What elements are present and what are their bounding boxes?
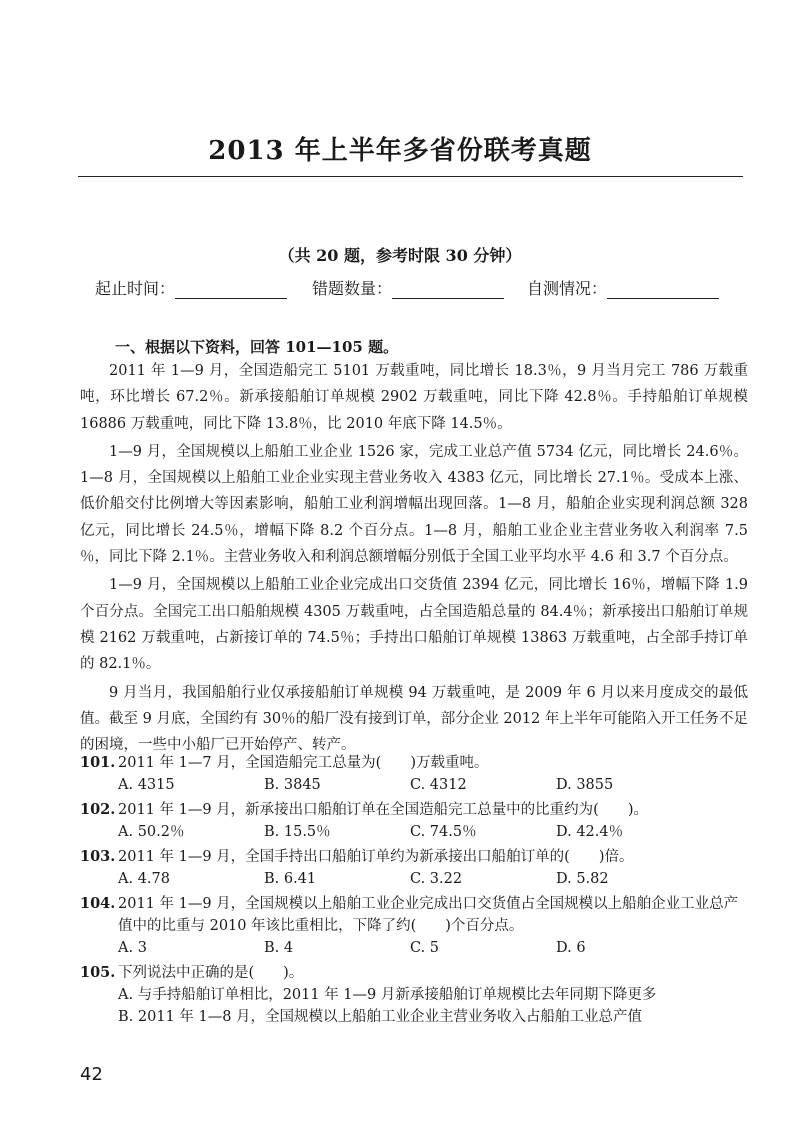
option-a: A. 3	[118, 940, 147, 956]
question-number: 105.	[80, 964, 116, 981]
option-a: A. 50.2％	[118, 824, 185, 840]
question-stem: 2011 年 1—9 月，全国规模以上船舶工业企业完成出口交货值占全国规模以上船舶企业工业总产值中的比重与 2010 年该比重相比，下降了约( )个百分点。	[118, 896, 739, 934]
section-heading: 一、根据以下资料，回答 101—105 题。	[115, 338, 399, 356]
question-stem: 2011 年 1—9 月，新承接出口船舶订单在全国造船完工总量中的比重约为( )。	[118, 802, 648, 818]
answer-options	[80, 868, 748, 890]
option-c: C. 3.22	[410, 871, 463, 887]
option-d: D. 3855	[556, 777, 614, 793]
answer-options	[80, 937, 748, 959]
blank-label: 自测情况：	[527, 279, 608, 298]
passage-paragraph: 9 月当月，我国船舶行业仅承接船舶订单规模 94 万载重吨，是 2009 年 6 月以来月度成交的最低值。截至 9 月底，全国约有 30％的船厂没有接到订单，部分企业 2012 年上半年可能陷入开工任务不足的困境，一些中小船厂已开始停产、转产。	[80, 684, 748, 754]
start-end-time-field	[95, 276, 287, 299]
question-101	[80, 752, 748, 796]
answer-options	[80, 984, 748, 1028]
exam-subtitle: （共 20 题，参考时限 30 分钟）	[278, 246, 522, 265]
question-number: 103.	[80, 848, 116, 865]
blank-line	[392, 280, 504, 299]
data-passage	[80, 358, 748, 760]
question-104	[80, 893, 748, 959]
blank-label: 起止时间：	[95, 279, 176, 298]
blank-line	[175, 280, 287, 299]
option-d: D. 5.82	[556, 871, 609, 887]
option-b: B. 2011 年 1—8 月，全国规模以上船舶工业企业主营业务收入占船舶工业总产值	[118, 1009, 643, 1025]
option-c: C. 5	[410, 940, 440, 956]
option-d: D. 42.4％	[556, 824, 624, 840]
blank-line	[607, 280, 719, 299]
title-rule	[78, 176, 743, 177]
wrong-count-field	[312, 276, 504, 299]
option-b: B. 6.41	[264, 871, 317, 887]
passage-paragraph: 2011 年 1—9 月，全国造船完工 5101 万载重吨，同比增长 18.3％，9 月当月完工 786 万载重吨，环比增长 67.2％。新承接船舶订单规模 2902 万载重吨，同比下降 42.8％。手持船舶订单规模 16886 万载重吨，同比下降 13.8％，比 2010 年底下降 14.5％。	[80, 363, 748, 432]
question-102	[80, 799, 748, 843]
question-stem: 2011 年 1—9 月，全国手持出口船舶订单约为新承接出口船舶订单的( )倍。	[118, 849, 634, 865]
answer-options	[80, 774, 748, 796]
option-b: B. 4	[264, 940, 294, 956]
question-number: 104.	[80, 895, 116, 912]
option-a: A. 4.78	[118, 871, 170, 887]
option-c: C. 4312	[410, 777, 467, 793]
question-number: 102.	[80, 801, 116, 818]
option-a: A. 与手持船舶订单相比，2011 年 1—9 月新承接船舶订单规模比去年同期下降更多	[118, 987, 657, 1003]
option-b: B. 3845	[264, 777, 321, 793]
question-stem: 2011 年 1—7 月，全国造船完工总量为( )万载重吨。	[118, 755, 489, 771]
question-105	[80, 962, 748, 1028]
passage-paragraph: 1—9 月，全国规模以上船舶工业企业 1526 家，完成工业总产值 5734 亿元，同比增长 24.6％。1—8 月，全国规模以上船舶工业企业实现主营业务收入 4383 亿元，同比增长 27.1％。受成本上涨、低价船交付比例增大等因素影响，船舶工业利润增幅出现回落。1—8 月，船舶企业实现利润总额 328 亿元，同比增长 24.5％，增幅下降 8.2 个百分点。1—8 月，船舶工业企业主营业务收入利润率 7.5 ％，同比下降 2.1％。主营业务收入和利润总额增幅分别低于全国工业平均水平 4.6 和 3.7 个百分点。	[80, 443, 748, 566]
option-d: D. 6	[556, 940, 586, 956]
answer-options	[80, 821, 748, 843]
passage-paragraph: 1—9 月，全国规模以上船舶工业企业完成出口交货值 2394 亿元，同比增长 16％，增幅下降 1.9 个百分点。全国完工出口船舶规模 4305 万载重吨，占全国造船总量的 84.4％；新承接出口船舶订单规模 2162 万载重吨，占新接订单的 74.5％；手持出口船舶订单规模 13863 万载重吨，占全部手持订单的 82.1％。	[80, 577, 748, 673]
question-number: 101.	[80, 754, 116, 771]
page-title: 2013 年上半年多省份联考真题	[208, 136, 592, 166]
self-assessment-field	[527, 276, 719, 299]
option-b: B. 15.5％	[264, 824, 331, 840]
question-103	[80, 846, 748, 890]
option-c: C. 74.5％	[410, 824, 477, 840]
question-list	[80, 752, 748, 1031]
blank-label: 错题数量：	[312, 279, 393, 298]
option-a: A. 4315	[118, 777, 175, 793]
page-number: 42	[80, 1064, 103, 1085]
fill-in-blanks	[95, 276, 745, 302]
question-stem: 下列说法中正确的是( )。	[118, 965, 304, 981]
